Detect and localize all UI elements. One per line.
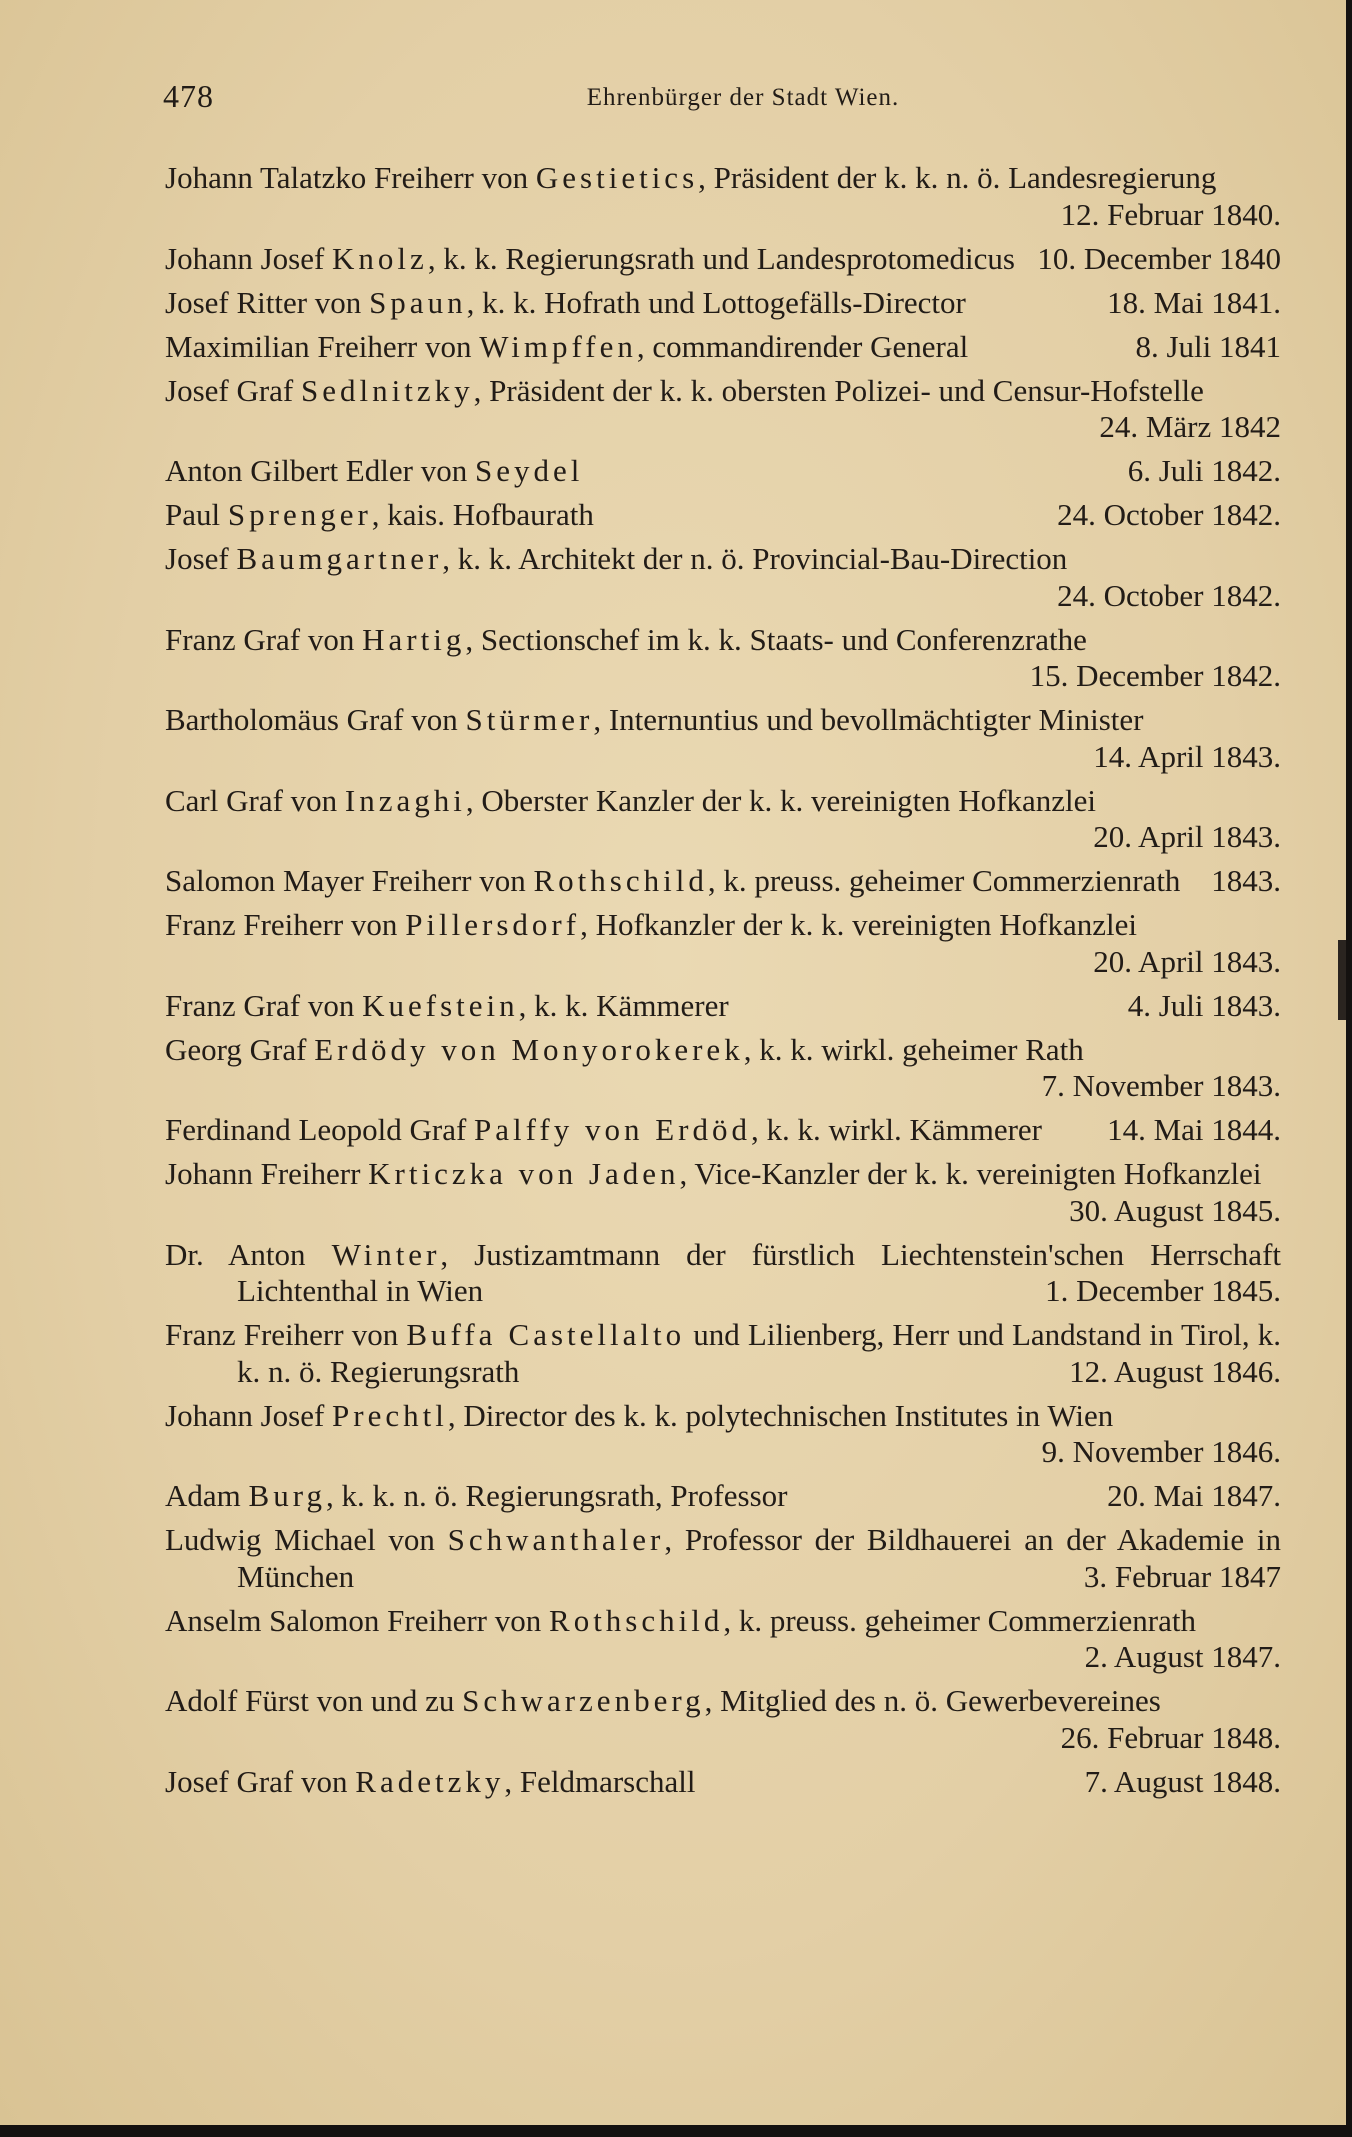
entry-date: 7. November 1843. bbox=[1041, 1068, 1281, 1103]
entry-given-name: Salomon Mayer Freiherr von bbox=[165, 863, 534, 898]
entry-surname: Inzaghi bbox=[344, 782, 466, 818]
entry-date: 20. April 1843. bbox=[1093, 819, 1281, 854]
entry-surname: Radetzky bbox=[355, 1763, 505, 1799]
entry-given-name: Franz Graf von bbox=[165, 987, 363, 1023]
entry-surname: Wimpffen bbox=[479, 328, 637, 364]
entry-given-name: Georg Graf bbox=[165, 1031, 315, 1067]
entry-description: , Präsident der k. k. obersten Polizei- und Censur-Hofstelle bbox=[473, 372, 1204, 408]
entry-description: , k. k. n. ö. Regierungsrath, Professor bbox=[325, 1478, 788, 1513]
list-item bbox=[165, 783, 1281, 856]
entry-date: 18. Mai 1841. bbox=[1107, 284, 1281, 320]
entry-given-name: Johann Talatzko Freiherr von bbox=[165, 160, 536, 195]
entry-given-name: Ferdinand Leopold Graf bbox=[165, 1112, 475, 1147]
entry-date: 12. Februar 1840. bbox=[1060, 196, 1281, 232]
entry-description: , Hofkanzler der k. k. vereinigten Hofkanzlei bbox=[580, 907, 1137, 942]
entry-given-name: Josef bbox=[165, 541, 237, 576]
list-item bbox=[165, 160, 1281, 233]
entry-surname: Buffa Castellalto bbox=[406, 1317, 686, 1352]
list-item bbox=[165, 863, 1281, 900]
entry-given-name: Adam bbox=[165, 1478, 249, 1513]
entry-given-name: Ludwig Michael von bbox=[165, 1522, 448, 1557]
entry-given-name: Bartholomäus Graf von bbox=[165, 702, 466, 737]
list-item bbox=[165, 1237, 1281, 1310]
entry-date: 24. März 1842 bbox=[1099, 409, 1281, 444]
list-item bbox=[165, 541, 1281, 614]
entry-surname: Seydel bbox=[474, 453, 584, 488]
entry-date: 14. April 1843. bbox=[1093, 738, 1281, 774]
list-item bbox=[165, 497, 1281, 534]
list-item bbox=[165, 373, 1281, 446]
entry-description: und Lilienberg, Herr und Landstand in Tirol, k. k. n. ö. Regierungsrath bbox=[237, 1317, 1281, 1389]
entry-date: 2. August 1847. bbox=[1084, 1639, 1281, 1674]
entry-surname: Rothschild bbox=[533, 863, 708, 898]
entry-surname: Schwanthaler bbox=[447, 1522, 665, 1557]
entry-given-name: Josef Graf bbox=[165, 372, 302, 408]
entry-date: 7. August 1848. bbox=[1084, 1763, 1281, 1799]
entry-given-name: Adolf Fürst von und zu bbox=[165, 1683, 463, 1718]
entry-given-name: Franz Freiherr von bbox=[165, 907, 406, 942]
entry-description: , Director des k. k. polytechnischen Institutes in Wien bbox=[447, 1397, 1114, 1433]
entry-description: , k. k. wirkl. Kämmerer bbox=[751, 1112, 1042, 1147]
entry-surname: Spaun bbox=[369, 284, 467, 320]
entry-surname: Baumgartner bbox=[236, 541, 443, 576]
entry-given-name: Carl Graf von bbox=[165, 782, 345, 818]
list-item bbox=[165, 1478, 1281, 1515]
entry-description: , Internuntius und bevollmächtigter Minister bbox=[593, 702, 1144, 737]
entry-description: , Justizamtmann der fürstlich Liechtenstein'schen Herrschaft Lichtenthal in Wien bbox=[237, 1236, 1282, 1308]
list-item bbox=[165, 1522, 1281, 1595]
entry-surname: Knolz bbox=[332, 240, 428, 276]
list-item bbox=[165, 1398, 1281, 1471]
entry-date: 9. November 1846. bbox=[1041, 1434, 1281, 1469]
list-item bbox=[165, 622, 1281, 695]
entry-date: 20. Mai 1847. bbox=[1107, 1478, 1281, 1513]
entry-date: 6. Juli 1842. bbox=[1127, 453, 1281, 488]
entry-description: , k. preuss. geheimer Commerzienrath bbox=[723, 1602, 1196, 1638]
list-item bbox=[165, 1032, 1281, 1105]
list-item bbox=[165, 702, 1281, 775]
entry-surname: Sedlnitzky bbox=[301, 372, 474, 408]
entry-date: 10. December 1840 bbox=[1037, 240, 1281, 276]
entry-given-name: Maximilian Freiherr von bbox=[165, 328, 480, 364]
entry-date: 30. August 1845. bbox=[1069, 1192, 1281, 1228]
entry-description: , k. k. Kämmerer bbox=[518, 987, 729, 1023]
entry-given-name: Paul bbox=[165, 497, 228, 532]
entry-description: , Oberster Kanzler der k. k. vereinigten Hofkanzlei bbox=[465, 782, 1096, 818]
list-item bbox=[165, 1317, 1281, 1390]
entry-description: , k. preuss. geheimer Commerzienrath bbox=[707, 863, 1181, 898]
entry-date: 26. Februar 1848. bbox=[1060, 1719, 1281, 1755]
list-item bbox=[165, 453, 1281, 490]
entry-given-name: Franz Freiherr von bbox=[165, 1317, 407, 1352]
list-item bbox=[165, 988, 1281, 1025]
entry-given-name: Josef Graf von bbox=[165, 1763, 356, 1799]
entry-date: 24. October 1842. bbox=[1057, 497, 1281, 532]
entry-description: , Vice-Kanzler der k. k. vereinigten Hofkanzlei bbox=[679, 1156, 1262, 1191]
entry-surname: Krticzka von Jaden bbox=[368, 1156, 680, 1191]
entry-surname: Schwarzenberg bbox=[462, 1683, 705, 1718]
entry-surname: Gestietics bbox=[535, 160, 699, 195]
entry-surname: Kuefstein bbox=[362, 987, 519, 1023]
entry-date: 8. Juli 1841 bbox=[1135, 328, 1281, 364]
list-item bbox=[165, 907, 1281, 980]
entry-surname: Palffy von Erdöd bbox=[474, 1112, 752, 1147]
list-item bbox=[165, 241, 1281, 278]
entry-description: , k. k. wirkl. geheimer Rath bbox=[743, 1031, 1084, 1067]
entry-description: , Feldmarschall bbox=[504, 1763, 696, 1799]
list-item bbox=[165, 285, 1281, 322]
entry-date: 3. Februar 1847 bbox=[1083, 1558, 1281, 1594]
entry-description: , kais. Hofbaurath bbox=[371, 497, 594, 532]
list-item bbox=[165, 1603, 1281, 1676]
entry-date: 4. Juli 1843. bbox=[1127, 987, 1281, 1023]
entry-given-name: Johann Josef bbox=[165, 240, 333, 276]
entry-description: , k. k. Hofrath und Lottogefälls-Director bbox=[466, 284, 966, 320]
entry-given-name: Josef Ritter von bbox=[165, 284, 370, 320]
entry-date: 20. April 1843. bbox=[1093, 943, 1281, 979]
page-number: 478 bbox=[163, 78, 214, 114]
entry-surname: Stürmer bbox=[465, 702, 594, 737]
entry-description: , Mitglied des n. ö. Gewerbevereines bbox=[704, 1683, 1161, 1718]
entry-surname: Prechtl bbox=[332, 1397, 448, 1433]
entry-surname: Rothschild bbox=[549, 1602, 724, 1638]
entry-date: 24. October 1842. bbox=[1057, 577, 1281, 613]
entry-given-name: Dr. Anton bbox=[165, 1236, 332, 1272]
entry-description: , commandirender General bbox=[636, 328, 969, 364]
binding-mark bbox=[1338, 940, 1346, 1020]
entry-surname: Sprenger bbox=[227, 497, 372, 532]
entry-given-name: Anton Gilbert Edler von bbox=[165, 453, 475, 488]
entry-date: 1. December 1845. bbox=[1045, 1273, 1281, 1308]
entry-description: , k. k. Regierungsrath und Landesprotomedicus bbox=[427, 240, 1015, 276]
list-item bbox=[165, 1764, 1281, 1801]
page-header bbox=[163, 78, 1283, 118]
entry-date: 15. December 1842. bbox=[1029, 658, 1281, 693]
list-item bbox=[165, 1112, 1281, 1149]
entry-description: , k. k. Architekt der n. ö. Provincial-Bau-Direction bbox=[442, 541, 1068, 576]
list-item bbox=[165, 329, 1281, 366]
entry-surname: Hartig bbox=[362, 621, 466, 657]
entry-surname: Burg bbox=[248, 1478, 326, 1513]
entry-surname: Pillersdorf bbox=[405, 907, 581, 942]
entry-given-name: Anselm Salomon Freiherr von bbox=[165, 1602, 550, 1638]
entry-given-name: Johann Freiherr bbox=[165, 1156, 369, 1191]
entry-description: , Professor der Bildhauerei an der Akademie in München bbox=[237, 1522, 1281, 1594]
running-title: Ehrenbürger der Stadt Wien. bbox=[586, 84, 900, 111]
entry-given-name: Johann Josef bbox=[165, 1397, 333, 1433]
entry-surname: Erdödy von Monyorokerek bbox=[314, 1031, 744, 1067]
entry-date: 1843. bbox=[1211, 863, 1281, 898]
list-item bbox=[165, 1683, 1281, 1756]
entry-description: , Sectionschef im k. k. Staats- und Conferenzrathe bbox=[465, 621, 1087, 657]
entry-surname: Winter bbox=[331, 1236, 441, 1272]
honorary-citizens-list bbox=[165, 160, 1281, 1808]
entry-date: 12. August 1846. bbox=[1069, 1353, 1281, 1389]
entry-given-name: Franz Graf von bbox=[165, 621, 363, 657]
entry-description: , Präsident der k. k. n. ö. Landesregierung bbox=[698, 160, 1217, 195]
entry-date: 14. Mai 1844. bbox=[1107, 1112, 1281, 1147]
list-item bbox=[165, 1156, 1281, 1229]
